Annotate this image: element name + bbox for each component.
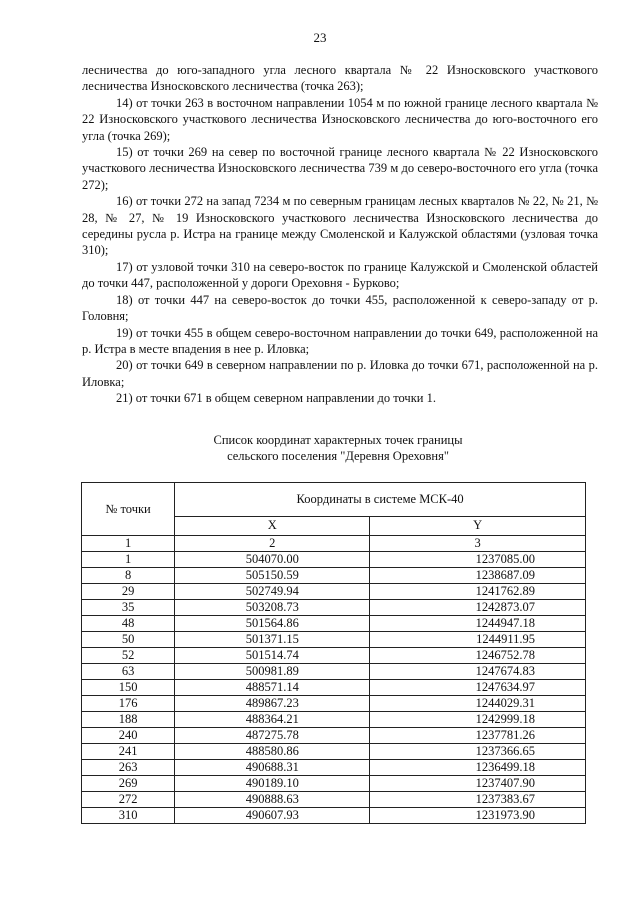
paragraph-item-18: 18) от точки 447 на северо-восток до точки 455, расположенной к северо-западу от р. Головня; <box>82 292 598 324</box>
point-number-cell: 176 <box>82 696 175 712</box>
point-number-cell: 63 <box>82 664 175 680</box>
table-row <box>82 648 586 664</box>
x-coordinate-cell: 488571.14 <box>175 680 370 696</box>
coordinates-table <box>81 482 586 824</box>
table-row <box>82 760 586 776</box>
column-index-row <box>82 536 586 552</box>
table-row <box>82 584 586 600</box>
table-row <box>82 744 586 760</box>
x-coordinate-cell: 488364.21 <box>175 712 370 728</box>
table-row <box>82 728 586 744</box>
x-coordinate-cell: 487275.78 <box>175 728 370 744</box>
y-coordinate-cell: 1244911.95 <box>370 632 586 648</box>
paragraph-item-17: 17) от узловой точки 310 на северо-восток по границе Калужской и Смоленской областей до точки 447, расположенной у дороги Ореховня - Бурково; <box>82 259 598 291</box>
column-index: 1 <box>82 536 175 552</box>
page-number: 23 <box>313 30 327 45</box>
list-title-line-1: Список координат характерных точек границы <box>213 433 463 447</box>
column-index: 3 <box>370 536 586 552</box>
table-row <box>82 552 586 568</box>
x-coordinate-cell: 488580.86 <box>175 744 370 760</box>
point-number-cell: 1 <box>82 552 175 568</box>
x-coordinate-cell: 490888.63 <box>175 792 370 808</box>
x-coordinate-cell: 501371.15 <box>175 632 370 648</box>
header-y: Y <box>370 516 586 535</box>
y-coordinate-cell: 1244029.31 <box>370 696 586 712</box>
coordinates-table-body <box>82 536 586 824</box>
header-point-number: № точки <box>82 483 175 536</box>
paragraph-item-16: 16) от точки 272 на запад 7234 м по северным границам лесных кварталов № 22, № 21, № 28, № 27, № 19 Износковского участкового лесничества Износковского лесничества до середины русла р. Истра на границе между Смоленской и Калужской областями (узловая точка 310); <box>82 194 598 258</box>
y-coordinate-cell: 1238687.09 <box>370 568 586 584</box>
paragraph-item-20: 20) от точки 649 в северном направлении по р. Иловка до точки 671, расположенной на р. Иловка; <box>82 358 598 389</box>
point-number-cell: 150 <box>82 680 175 696</box>
point-number-cell: 310 <box>82 808 175 824</box>
point-number-cell: 269 <box>82 776 175 792</box>
paragraph-continuation: лесничества до юго-западного угла лесного квартала № 22 Износковского участкового лесничества Износковского лесничества (точка 263); <box>82 63 598 94</box>
paragraph-item-21: 21) от точки 671 в общем северном направлении до точки 1. <box>116 391 436 406</box>
table-row <box>82 568 586 584</box>
y-coordinate-cell: 1247674.83 <box>370 664 586 680</box>
table-row <box>82 680 586 696</box>
table-row <box>82 616 586 632</box>
x-coordinate-cell: 502749.94 <box>175 584 370 600</box>
coordinates-list-title <box>100 432 576 465</box>
paragraph-item-19: 19) от точки 455 в общем северо-восточном направлении до точки 649, расположенной на р. Истра в месте впадения в нее р. Иловка; <box>82 325 598 356</box>
x-coordinate-cell: 490607.93 <box>175 808 370 824</box>
x-coordinate-cell: 505150.59 <box>175 568 370 584</box>
y-coordinate-cell: 1244947.18 <box>370 616 586 632</box>
table-row <box>82 696 586 712</box>
x-coordinate-cell: 500981.89 <box>175 664 370 680</box>
point-number-cell: 35 <box>82 600 175 616</box>
point-number-cell: 52 <box>82 648 175 664</box>
header-x: X <box>175 516 370 535</box>
y-coordinate-cell: 1242999.18 <box>370 712 586 728</box>
table-row <box>82 808 586 824</box>
y-coordinate-cell: 1246752.78 <box>370 648 586 664</box>
x-coordinate-cell: 490189.10 <box>175 776 370 792</box>
point-number-cell: 50 <box>82 632 175 648</box>
point-number-cell: 8 <box>82 568 175 584</box>
y-coordinate-cell: 1237407.90 <box>370 776 586 792</box>
header-coordinate-system: Координаты в системе МСК-40 <box>175 483 586 517</box>
point-number-cell: 263 <box>82 760 175 776</box>
y-coordinate-cell: 1237366.65 <box>370 744 586 760</box>
table-row <box>82 792 586 808</box>
x-coordinate-cell: 501514.74 <box>175 648 370 664</box>
table-row <box>82 664 586 680</box>
x-coordinate-cell: 503208.73 <box>175 600 370 616</box>
table-row <box>82 712 586 728</box>
table-row <box>82 600 586 616</box>
y-coordinate-cell: 1237781.26 <box>370 728 586 744</box>
x-coordinate-cell: 501564.86 <box>175 616 370 632</box>
y-coordinate-cell: 1241762.89 <box>370 584 586 600</box>
list-title-line-2: сельского поселения "Деревня Ореховня" <box>227 449 449 464</box>
point-number-cell: 48 <box>82 616 175 632</box>
x-coordinate-cell: 490688.31 <box>175 760 370 776</box>
body-text <box>82 62 598 407</box>
y-coordinate-cell: 1236499.18 <box>370 760 586 776</box>
point-number-cell: 29 <box>82 584 175 600</box>
x-coordinate-cell: 504070.00 <box>175 552 370 568</box>
y-coordinate-cell: 1231973.90 <box>370 808 586 824</box>
x-coordinate-cell: 489867.23 <box>175 696 370 712</box>
y-coordinate-cell: 1237383.67 <box>370 792 586 808</box>
table-row <box>82 632 586 648</box>
paragraph-item-15: 15) от точки 269 на север по восточной границе лесного квартала № 22 Износковского участкового лесничества Износковского лесничества 739 м до северо-восточного его угла (точка 272); <box>82 145 598 192</box>
column-index: 2 <box>175 536 370 552</box>
point-number-cell: 240 <box>82 728 175 744</box>
y-coordinate-cell: 1237085.00 <box>370 552 586 568</box>
y-coordinate-cell: 1242873.07 <box>370 600 586 616</box>
paragraph-item-14: 14) от точки 263 в восточном направлении 1054 м по южной границе лесного квартала № 22 Износковского участкового лесничества Износковского лесничества до юго-восточного его угла (точка 269); <box>82 95 598 143</box>
table-row <box>82 776 586 792</box>
point-number-cell: 241 <box>82 744 175 760</box>
point-number-cell: 188 <box>82 712 175 728</box>
y-coordinate-cell: 1247634.97 <box>370 680 586 696</box>
point-number-cell: 272 <box>82 792 175 808</box>
